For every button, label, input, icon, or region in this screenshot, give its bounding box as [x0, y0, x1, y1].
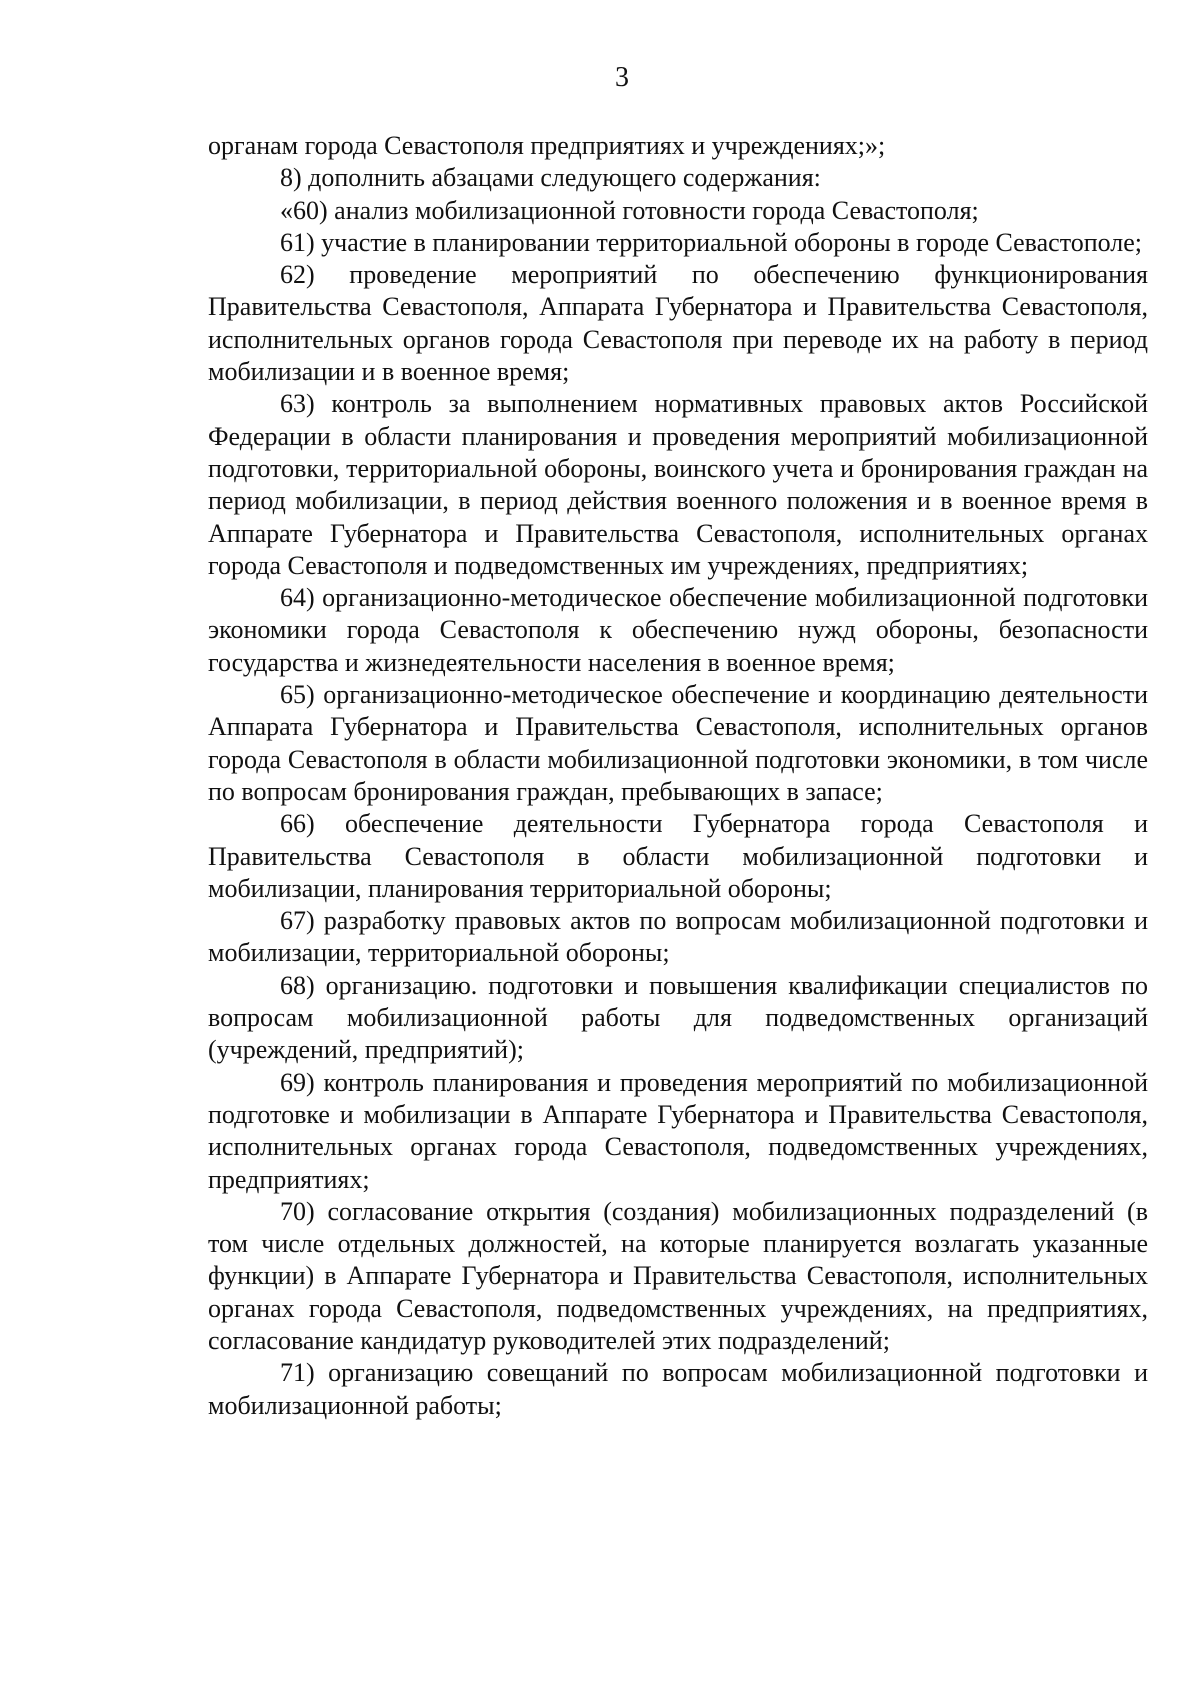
- paragraph: органам города Севастополя предприятиях и учреждениях;»;: [208, 131, 886, 160]
- paragraph: 66) обеспечение деятельности Губернатора города Севастополя и Правительства Севастополя в области мобилизационной подготовки и мобилизации, планирования территориальной обороны;: [208, 809, 1148, 903]
- page-number: 3: [615, 62, 629, 93]
- paragraph: 69) контроль планирования и проведения мероприятий по мобилизационной подготовке и мобилизации в Аппарате Губернатора и Правительства Севастополя, исполнительных органах города Севастополя, подведомственных учреждениях, предприятиях;: [208, 1067, 1148, 1194]
- paragraph: 62) проведение мероприятий по обеспечению функционирования Правительства Севастополя, Аппарата Губернатора и Правительства Севастополя, исполнительных органов города Севастополя при переводе их на работу в период мобилизации и в военное время;: [208, 260, 1148, 387]
- paragraph: 68) организацию. подготовки и повышения квалификации специалистов по вопросам мобилизационной работы для подведомственных организаций (учреждений, предприятий);: [208, 970, 1148, 1065]
- paragraph: 64) организационно-методическое обеспечение мобилизационной подготовки экономики города Севастополя к обеспечению нужд обороны, безопасности государства и жизнедеятельности населения в военное время;: [208, 583, 1148, 677]
- paragraph: «60) анализ мобилизационной готовности города Севастополя;: [280, 195, 979, 225]
- paragraph: 8) дополнить абзацами следующего содержания:: [280, 163, 821, 193]
- paragraph: 70) согласование открытия (создания) мобилизационных подразделений (в том числе отдельных должностей, на которые планируется возлагать указанные функции) в Аппарате Губернатора и Правительства Севастополя, исполнительных органах города Севастополя, подведомственных учреждениях, на предприятиях, согласование кандидатур руководителей этих подразделений;: [208, 1196, 1148, 1355]
- paragraph: 71) организацию совещаний по вопросам мобилизационной подготовки и мобилизационной работы;: [208, 1358, 1148, 1420]
- paragraph: 61) участие в планировании территориальной обороны в городе Севастополе;: [280, 227, 1143, 257]
- paragraph: 65) организационно-методическое обеспечение и координацию деятельности Аппарата Губернатора и Правительства Севастополя, исполнительных органов города Севастополя в области мобилизационной подготовки экономики, в том числе по вопросам бронирования граждан, пребывающих в запасе;: [208, 680, 1148, 806]
- paragraph: 67) разработку правовых актов по вопросам мобилизационной подготовки и мобилизации, территориальной обороны;: [208, 906, 1148, 968]
- paragraph: 63) контроль за выполнением нормативных правовых актов Российской Федерации в области планирования и проведения мероприятий мобилизационной подготовки, территориальной обороны, воинского учета и бронирования граждан на период мобилизации, в период действия военного положения и в военное время в Аппарате Губернатора и Правительства Севастополя, исполнительных органах города Севастополя и подведомственных им учреждениях, предприятиях;: [208, 389, 1148, 580]
- document-body: [208, 130, 1148, 1422]
